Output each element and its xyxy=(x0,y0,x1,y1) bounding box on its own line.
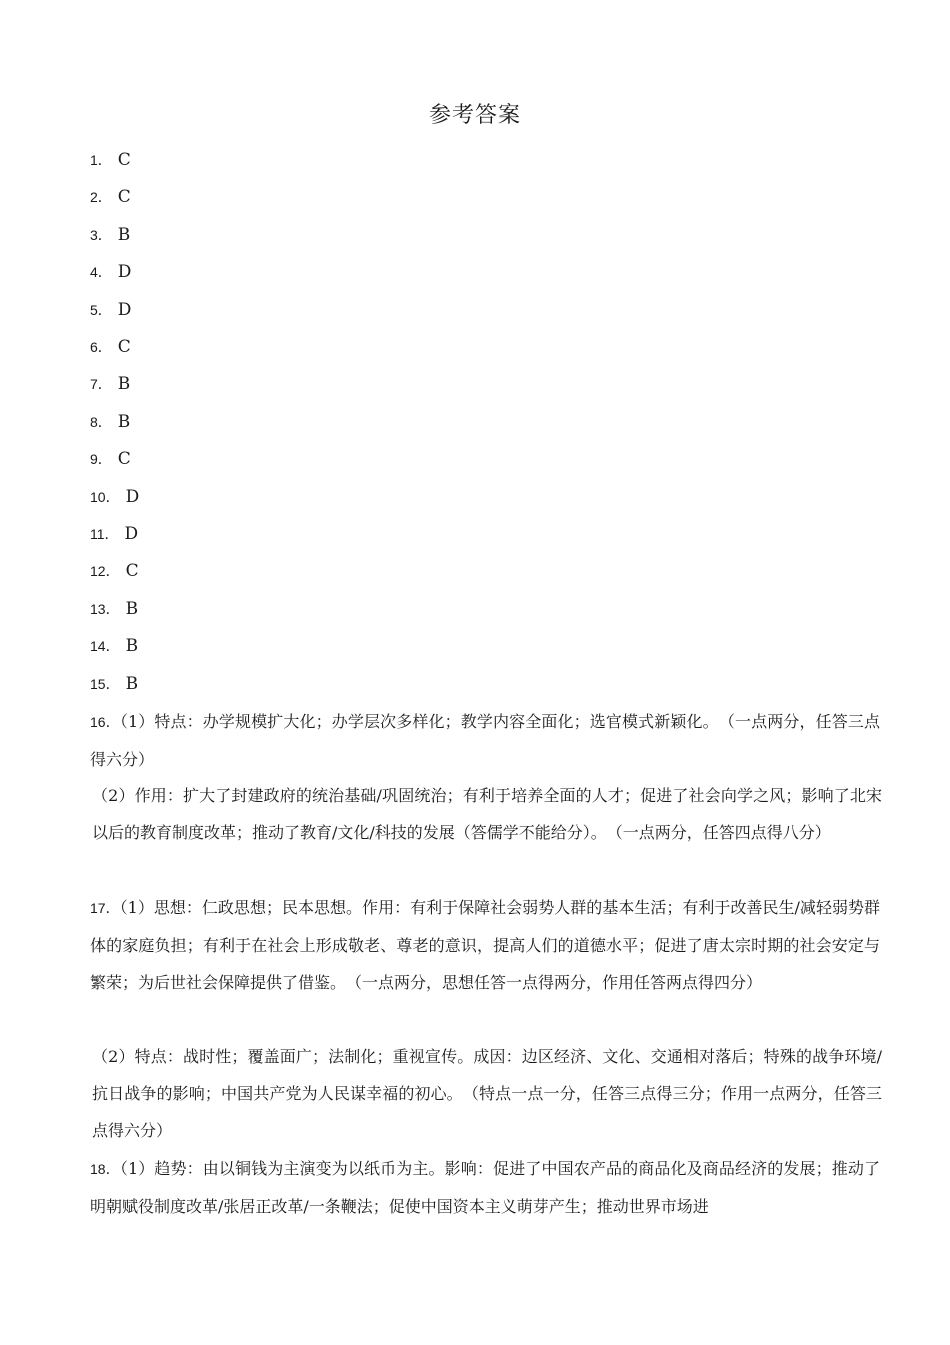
answer-number: 3． xyxy=(90,226,112,243)
q18-number: 18． xyxy=(90,1161,120,1177)
answer-item xyxy=(90,674,138,694)
answer-item xyxy=(90,636,138,656)
answer-number: 8． xyxy=(90,413,112,430)
answer-number: 9． xyxy=(90,451,112,468)
answer-number: 2． xyxy=(90,189,112,206)
answer-number: 6． xyxy=(90,339,112,355)
answer-choice: D xyxy=(125,486,140,507)
answer-number: 11． xyxy=(90,526,119,542)
answer-item xyxy=(90,599,138,619)
answer-choice: D xyxy=(117,299,132,320)
q18-part1 xyxy=(90,1150,880,1225)
q17-number: 17． xyxy=(90,900,120,916)
q16-part1-text: （1）特点：办学规模扩大化；办学层次多样化；教学内容全面化；选官模式新颖化。 （一点两分，任答三点得六分） xyxy=(90,712,880,769)
q17-part2 xyxy=(92,1038,882,1149)
answer-choice: C xyxy=(117,449,131,470)
answer-item xyxy=(90,561,139,581)
answer-item xyxy=(90,300,131,320)
q16-part2 xyxy=(92,777,882,851)
answer-choice: C xyxy=(117,150,131,170)
answer-choice: B xyxy=(125,636,139,657)
answer-choice: B xyxy=(117,224,131,245)
answer-choice: B xyxy=(125,673,139,694)
answer-number: 4． xyxy=(90,264,112,281)
answer-choice: C xyxy=(117,337,131,357)
answer-number: 14． xyxy=(90,638,120,655)
answer-choice: C xyxy=(117,187,131,208)
q18-part1-text: （1）趋势：由以铜钱为主演变为以纸币为主。影响：促进了中国农产品的商品化及商品经济的发展；推动了明朝赋役制度改革/张居正改革/一条鞭法；促使中国资本主义萌芽产生；推动世界市场进 xyxy=(90,1159,880,1216)
answer-item xyxy=(90,412,130,432)
q17-part1-text: （1）思想：仁政思想；民本思想。作用：有利于保障社会弱势人群的基本生活；有利于改善民生/减轻弱势群体的家庭负担；有利于在社会上形成敬老、尊老的意识，提高人们的道德水平；促进了唐太宗时期的社会安定与繁荣；为后世社会保障提供了借鉴。 （一点两分，思想任答一点得两分，作用任答两点得四分） xyxy=(90,898,880,992)
q17-part2-text: （2）特点：战时性；覆盖面广；法制化；重视宣传。成因：边区经济、文化、交通相对落后；特殊的战争环境/抗日战争的影响；中国共产党为人民谋幸福的初心。 （特点一点一分，任答三点得三分；作用一点两分，任答三点得六分） xyxy=(92,1047,882,1140)
answer-item xyxy=(90,337,131,357)
answer-number: 15． xyxy=(90,675,120,692)
answer-number: 5． xyxy=(90,301,112,318)
answer-item xyxy=(90,487,139,507)
answer-number: 7． xyxy=(90,376,112,393)
answer-number: 13． xyxy=(90,600,120,617)
answer-item xyxy=(90,150,131,170)
answer-number: 10． xyxy=(90,488,120,505)
q17-part1 xyxy=(90,889,880,1001)
answer-item xyxy=(90,225,130,245)
answer-item xyxy=(90,187,131,207)
answer-choice: D xyxy=(124,524,139,544)
answer-number: 12． xyxy=(90,563,120,580)
answer-choice: D xyxy=(117,262,132,283)
answer-number: 1． xyxy=(90,152,112,168)
answer-choice: B xyxy=(125,598,139,619)
answer-item xyxy=(90,374,130,394)
answer-choice: C xyxy=(125,561,139,582)
answer-item xyxy=(90,449,131,469)
page-title: 参考答案 xyxy=(428,103,521,128)
answer-item xyxy=(90,262,131,282)
q16-part2-text: （2）作用：扩大了封建政府的统治基础/巩固统治；有利于培养全面的人才；促进了社会向学之风；影响了北宋以后的教育制度改革；推动了教育/文化/科技的发展（答儒学不能给分）。 （一点两分，任答四点得八分） xyxy=(92,786,882,842)
answer-choice: B xyxy=(117,411,131,432)
q16-number: 16． xyxy=(90,714,120,730)
answer-item xyxy=(90,524,138,544)
answer-choice: B xyxy=(117,374,131,395)
q16-part1 xyxy=(90,703,880,778)
